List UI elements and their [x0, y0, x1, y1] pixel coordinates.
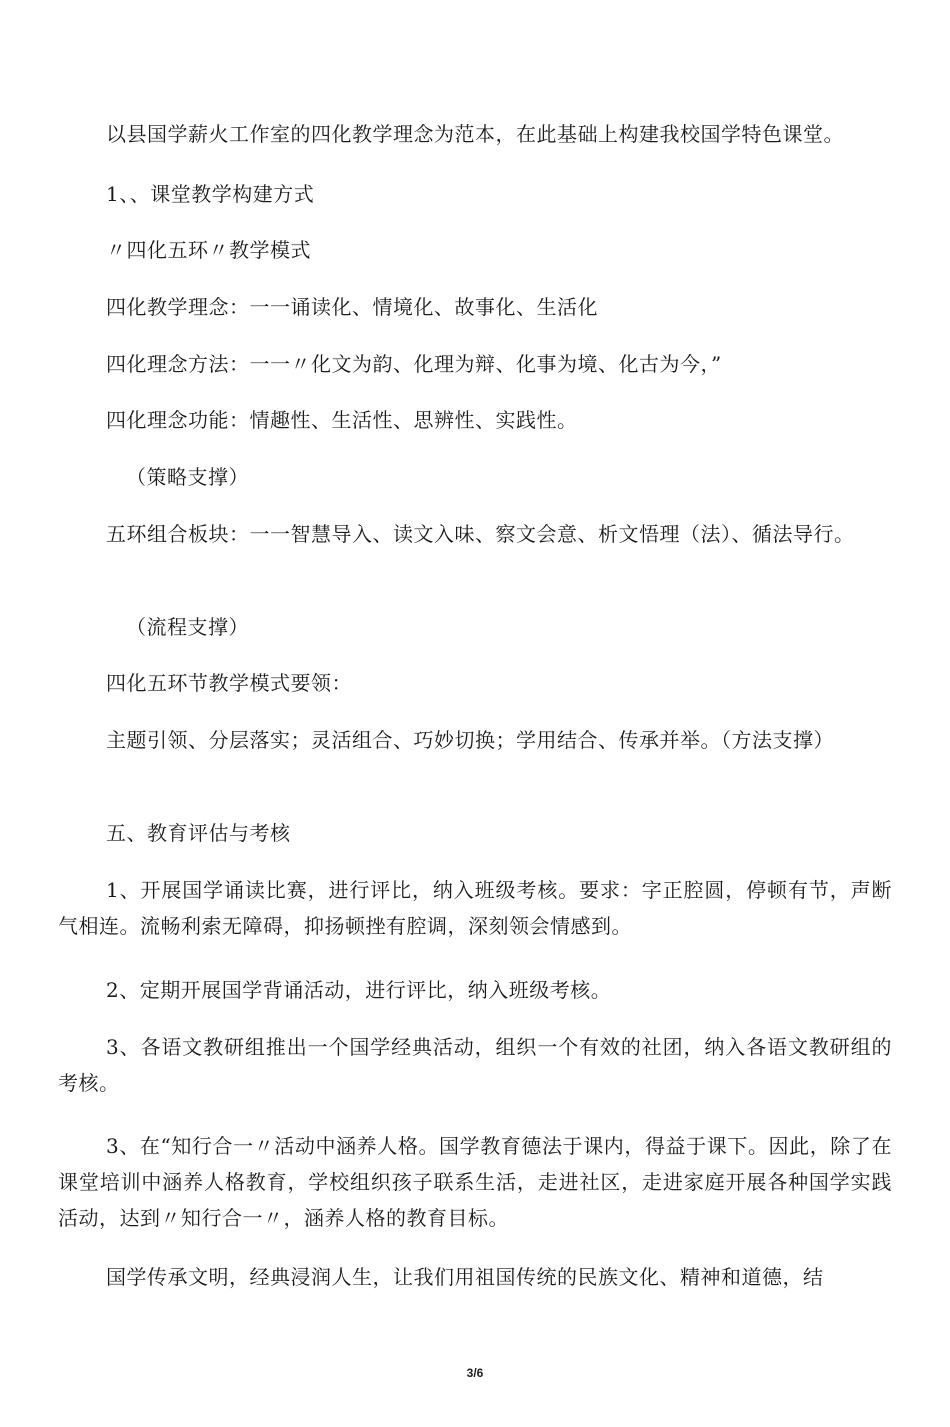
paragraph-recitation-contest: 1、开展国学诵读比赛，进行评比，纳入班级考核。要求：字正腔圆，停顿有节，声断气相连。流畅利索无障碍，抑扬顿挫有腔调，深刻领会情感到。	[58, 878, 892, 938]
paragraph-intro: 以县国学薪火工作室的四化教学理念为范本，在此基础上构建我校国学特色课堂。	[106, 122, 844, 146]
paragraph-method-support: 主题引领、分层落实；灵活组合、巧妙切换；学用结合、传承并举。（方法支撑）	[106, 728, 834, 752]
paragraph-knowledge-action: 3、在“知行合一〃活动中涵养人格。国学教育德法于课内，得益于课下。因此，除了在课堂培训中涵养人格教育，学校组织孩子联系生活，走进社区，走进家庭开展各种国学实践活动，达到〃知行合一〃，涵养人格的教育目标。	[58, 1134, 892, 1230]
paragraph-five-links: 五环组合板块：一一智慧导入、读文入味、察文会意、析文悟理（法）、循法导行。	[106, 522, 855, 546]
paragraph-process-support: （流程支撑）	[126, 615, 249, 639]
paragraph-teaching-concept: 四化教学理念：一一诵读化、情境化、故事化、生活化	[106, 295, 598, 319]
section-heading-evaluation: 五、教育评估与考核	[106, 821, 291, 845]
paragraph-conclusion: 国学传承文明，经典浸润人生，让我们用祖国传统的民族文化、精神和道德，结	[106, 1265, 824, 1289]
paragraph-strategy-support: （策略支撑）	[126, 465, 249, 489]
paragraph-mode-essentials: 四化五环节教学模式要领：	[106, 671, 352, 695]
paragraph-concept-function: 四化理念功能：情趣性、生活性、思辨性、实践性。	[106, 408, 578, 432]
paragraph-concept-method: 四化理念方法：一一〃化文为韵、化理为辩、化事为境、化古为今，”	[106, 352, 722, 376]
paragraph-section-1: 1、、课堂教学构建方式	[106, 182, 315, 206]
paragraph-memorization-activity: 2、定期开展国学背诵活动，进行评比，纳入班级考核。	[106, 978, 612, 1002]
paragraph-teaching-group: 3、各语文教研组推出一个国学经典活动，组织一个有效的社团，纳入各语文教研组的考核。	[58, 1035, 892, 1095]
paragraph-teaching-mode: 〃四化五环〃教学模式	[106, 238, 311, 262]
page-number: 3/6	[466, 1366, 484, 1380]
